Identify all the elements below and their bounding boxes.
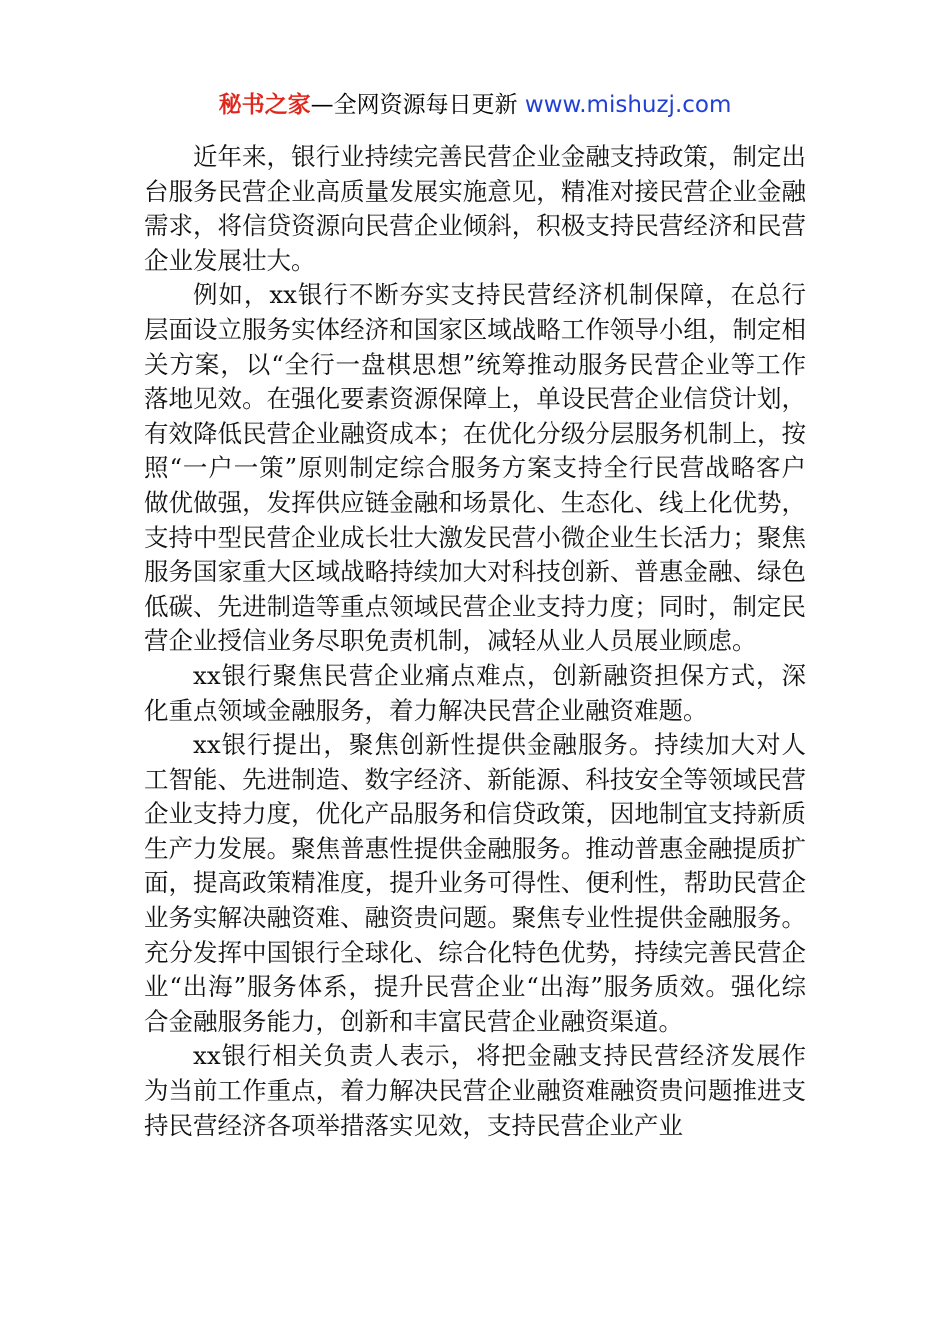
paragraph-5: xx银行相关负责人表示，将把金融支持民营经济发展作为当前工作重点，着力解决民营企业融资难融资贵问题推进支持民营经济各项举措落实见效，支持民营企业产业 [144,1041,806,1140]
site-url[interactable]: www.mishuzj.com [524,92,732,118]
paragraph-2: 例如，xx银行不断夯实支持民营经济机制保障，在总行层面设立服务实体经济和国家区域战略工作领导小组，制定相关方案，以“全行一盘棋思想”统筹推动服务民营企业等工作落地见效。在强化要素资源保障上，单设民营企业信贷计划，有效降低民营企业融资成本；在优化分级分层服务机制上，按照“一户一策”原则制定综合服务方案支持全行民营战略客户做优做强，发挥供应链金融和场景化、生态化、线上化优势，支持中型民营企业成长壮大激发民营小微企业生长活力；聚焦服务国家重大区域战略持续加大对科技创新、普惠金融、绿色低碳、先进制造等重点领域民营企业支持力度；同时，制定民营企业授信业务尽职免责机制，减轻从业人员展业顾虑。 [144,280,806,656]
page-header [0,88,950,122]
paragraph-4: xx银行提出，聚焦创新性提供金融服务。持续加大对人工智能、先进制造、数字经济、新能源、科技安全等领域民营企业支持力度，优化产品服务和信贷政策，因地制宜支持新质生产力发展。聚焦普惠性提供金融服务。推动普惠金融提质扩面，提高政策精准度，提升业务可得性、便利性，帮助民营企业务实解决融资难、融资贵问题。聚焦专业性提供金融服务。充分发挥中国银行全球化、综合化特色优势，持续完善民营企业“出海”服务体系，提升民营企业“出海”服务质效。强化综合金融服务能力，创新和丰富民营企业融资渠道。 [144,730,806,1036]
paragraph-3: xx银行聚焦民营企业痛点难点，创新融资担保方式，深化重点领域金融服务，着力解决民营企业融资难题。 [144,660,806,725]
paragraph-1: 近年来，银行业持续完善民营企业金融支持政策，制定出台服务民营企业高质量发展实施意见，精准对接民营企业金融需求，将信贷资源向民营企业倾斜，积极支持民营经济和民营企业发展壮大。 [144,142,806,275]
document-body [144,140,806,1143]
brand-name: 秘书之家 [218,92,311,118]
header-tagline: —全网资源每日更新 [310,92,518,118]
